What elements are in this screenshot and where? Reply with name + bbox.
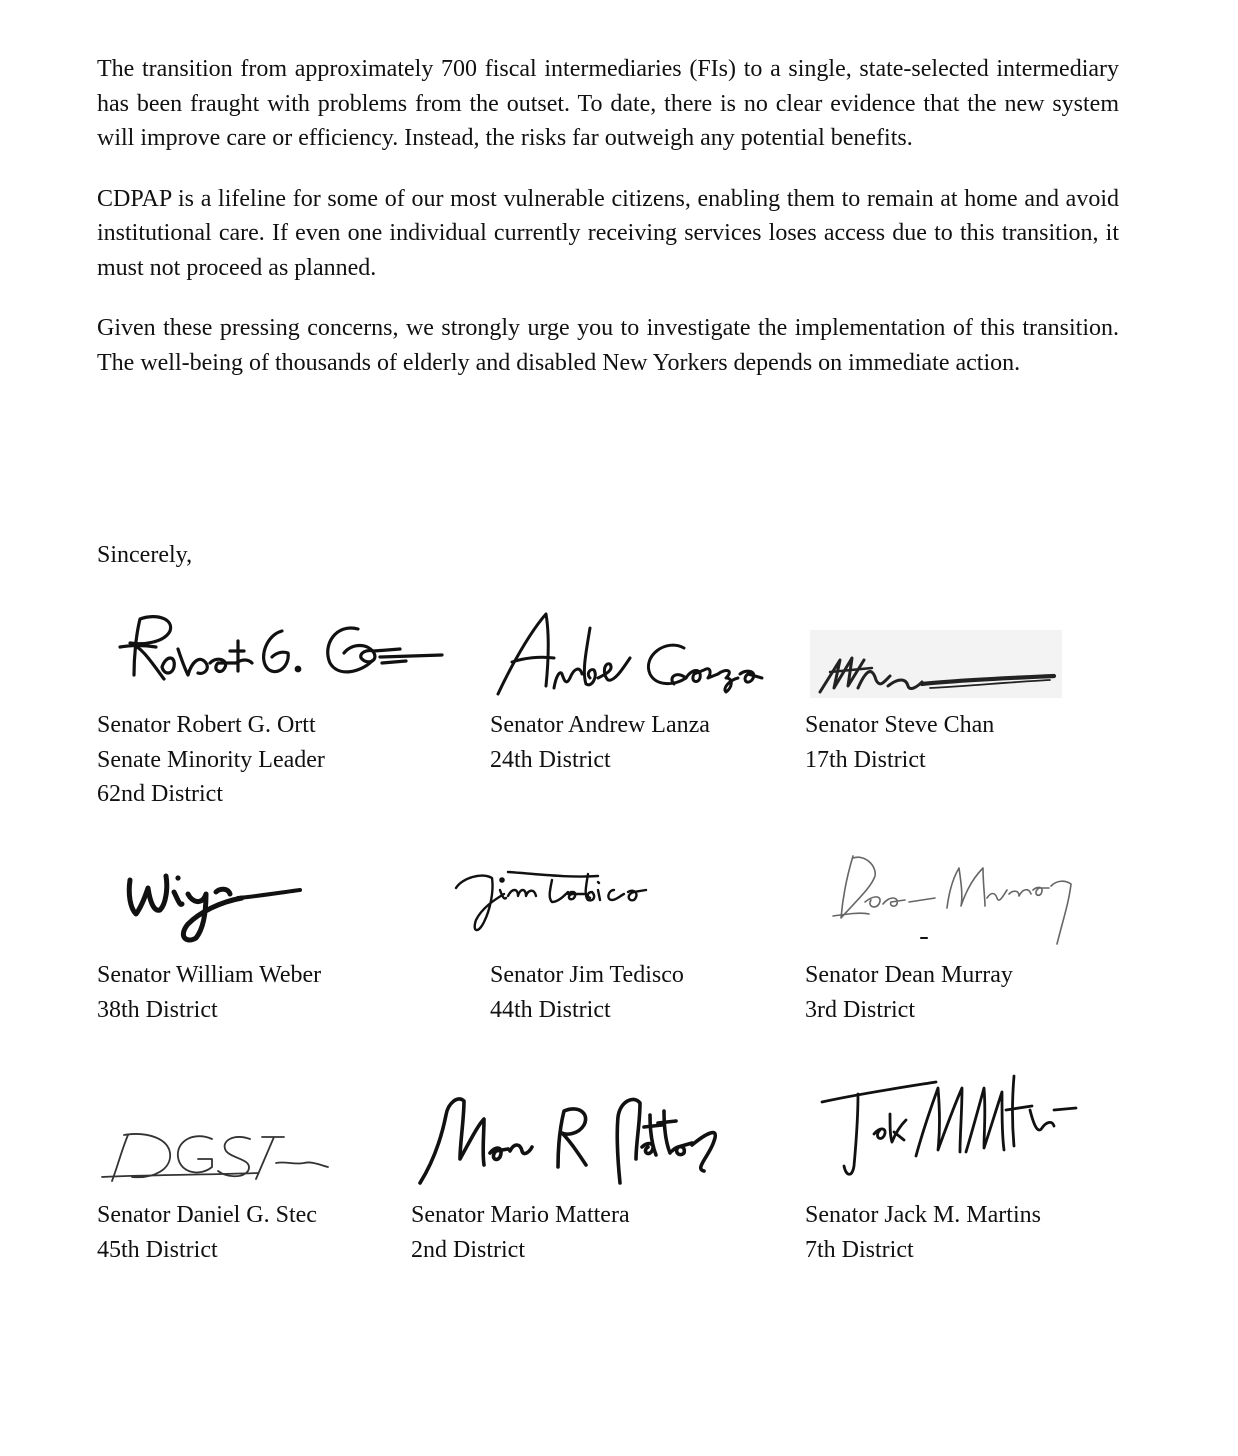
signatory-name: Senator Jim Tedisco xyxy=(490,962,684,988)
signatory-name: Senator Andrew Lanza xyxy=(490,712,710,738)
signatory-district: 62nd District xyxy=(97,781,223,807)
signatory-name: Senator Robert G. Ortt xyxy=(97,712,316,738)
signature-chan xyxy=(810,630,1070,705)
signatory-district: 45th District xyxy=(97,1236,218,1263)
signatory-district: 7th District xyxy=(805,1236,914,1263)
signature-stec xyxy=(98,1125,338,1190)
signatory-district: 24th District xyxy=(490,746,611,773)
signature-martins xyxy=(818,1070,1088,1185)
signatory-name: Senator Dean Murray xyxy=(805,962,1013,988)
signatory-name: Senator Steve Chan xyxy=(805,712,995,738)
signatory-district: 3rd District xyxy=(805,996,915,1023)
signatory-title: Senate Minority Leader xyxy=(97,746,325,773)
signature-murray xyxy=(825,848,1085,953)
signatory-district: 17th District xyxy=(805,746,926,773)
signature-tedisco xyxy=(448,860,668,940)
signature-lanza xyxy=(490,608,780,703)
signatory-name: Senator William Weber xyxy=(97,962,322,988)
signatory-name: Senator Jack M. Martins xyxy=(805,1202,1041,1228)
signatory-district: 44th District xyxy=(490,996,611,1023)
signatory-name: Senator Daniel G. Stec xyxy=(97,1202,317,1228)
closing-salutation: Sincerely, xyxy=(97,542,193,568)
signature-mattera xyxy=(408,1085,728,1190)
signature-weber xyxy=(120,858,310,953)
signatory-name: Senator Mario Mattera xyxy=(411,1202,630,1228)
letter-body xyxy=(97,52,1119,406)
paragraph-urge: Given these pressing concerns, we strongly urge you to investigate the implementation of this transition. The well-being of thousands of elderly and disabled New Yorkers depends on immediate action. xyxy=(97,315,1119,376)
signature-ortt xyxy=(112,605,452,695)
signatory-district: 2nd District xyxy=(411,1236,525,1263)
paragraph-transition: The transition from approximately 700 fiscal intermediaries (FIs) to a single, state-selected intermediary has been fraught with problems from the outset. To date, there is no clear evidence that the new system will improve care or efficiency. Instead, the risks far outweigh any potential benefits. xyxy=(97,56,1119,151)
signatory-district: 38th District xyxy=(97,996,218,1023)
paragraph-cdpap: CDPAP is a lifeline for some of our most vulnerable citizens, enabling them to remain at home and avoid institutional care. If even one individual currently receiving services loses access due to this transition, it must not proceed as planned. xyxy=(97,185,1119,281)
